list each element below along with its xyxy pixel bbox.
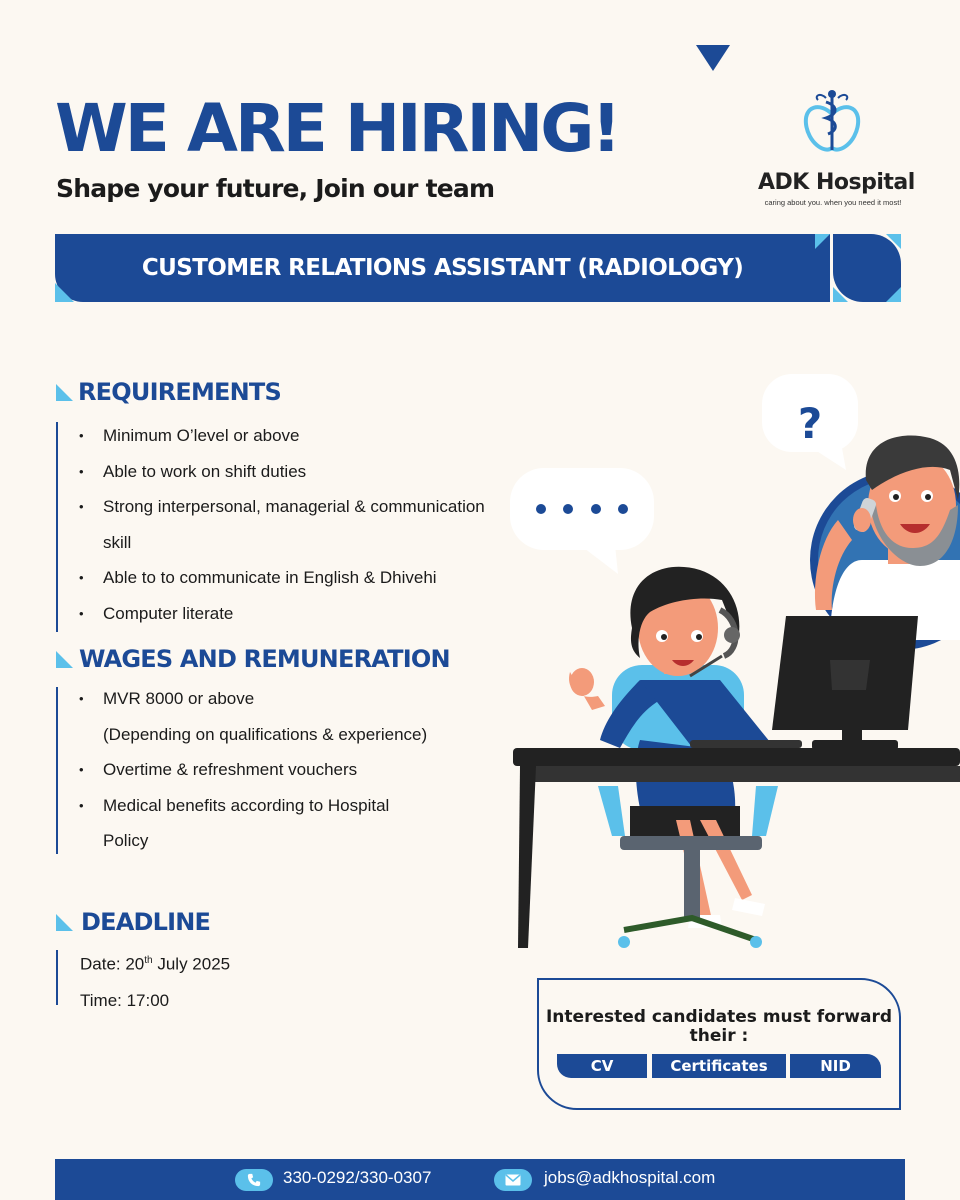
section-line	[56, 950, 58, 1005]
footer-phone[interactable]: 330-0292/330-0307	[283, 1168, 432, 1187]
deadline-title: DEADLINE	[81, 908, 211, 936]
wages-title: WAGES AND REMUNERATION	[79, 645, 450, 673]
wages-list	[79, 681, 427, 859]
man-on-phone	[815, 435, 960, 640]
document-nid: NID	[790, 1054, 881, 1078]
list-item: Policy	[103, 831, 149, 850]
phone-icon	[235, 1169, 273, 1191]
typing-bubble	[510, 468, 654, 574]
tab-accent	[886, 234, 901, 249]
requirements-title: REQUIREMENTS	[78, 378, 281, 406]
list-item: • Overtime & refreshment vouchers	[79, 752, 427, 788]
subheadline: Shape your future, Join our team	[56, 174, 495, 203]
tab-accent	[833, 287, 848, 302]
logo-name: ADK Hospital	[758, 170, 915, 195]
position-title: CUSTOMER RELATIONS ASSISTANT (RADIOLOGY)	[141, 255, 744, 281]
deadline-date: Date: 20th July 2025	[80, 954, 231, 974]
office-illustration	[505, 370, 960, 960]
question-bubble	[762, 374, 858, 470]
hospital-logo-icon	[800, 88, 864, 158]
section-marker-icon	[56, 651, 73, 668]
document-certificates: Certificates	[652, 1054, 786, 1078]
list-item: • Able to work on shift duties	[79, 454, 485, 490]
logo-tagline: caring about you. when you need it most!	[764, 198, 902, 207]
deadline-details	[80, 943, 230, 1019]
footer-email[interactable]: jobs@adkhospital.com	[544, 1168, 716, 1187]
position-banner	[55, 234, 830, 302]
envelope-icon	[494, 1169, 532, 1191]
list-item: • Minimum O’level or above	[79, 418, 485, 454]
list-item: (Depending on qualifications & experience)	[103, 724, 428, 744]
list-item: • Medical benefits according to Hospital	[79, 788, 427, 824]
list-item: • Able to to communicate in English & Dhivehi	[79, 560, 485, 596]
callout-text: Interested candidates must forward their :	[545, 1007, 892, 1046]
tab-accent	[815, 234, 830, 249]
section-marker-icon	[56, 384, 73, 401]
section-line	[56, 687, 58, 854]
deadline-time: Time: 17:00	[80, 990, 170, 1010]
section-marker-icon	[56, 914, 73, 931]
headline: WE ARE HIRING!	[55, 90, 619, 167]
list-item: • MVR 8000 or above	[79, 681, 427, 717]
section-line	[56, 422, 58, 632]
requirements-list	[79, 418, 485, 631]
contact-footer	[55, 1159, 905, 1200]
banner-corner-accent	[55, 283, 74, 302]
decorative-triangle	[696, 45, 730, 71]
svg-text:?: ?	[797, 399, 823, 448]
list-item: • Strong interpersonal, managerial & communication	[79, 489, 485, 525]
list-item: • Computer literate	[79, 596, 485, 632]
document-cv: CV	[557, 1054, 647, 1078]
list-item: skill	[103, 532, 132, 552]
tab-accent	[886, 287, 901, 302]
